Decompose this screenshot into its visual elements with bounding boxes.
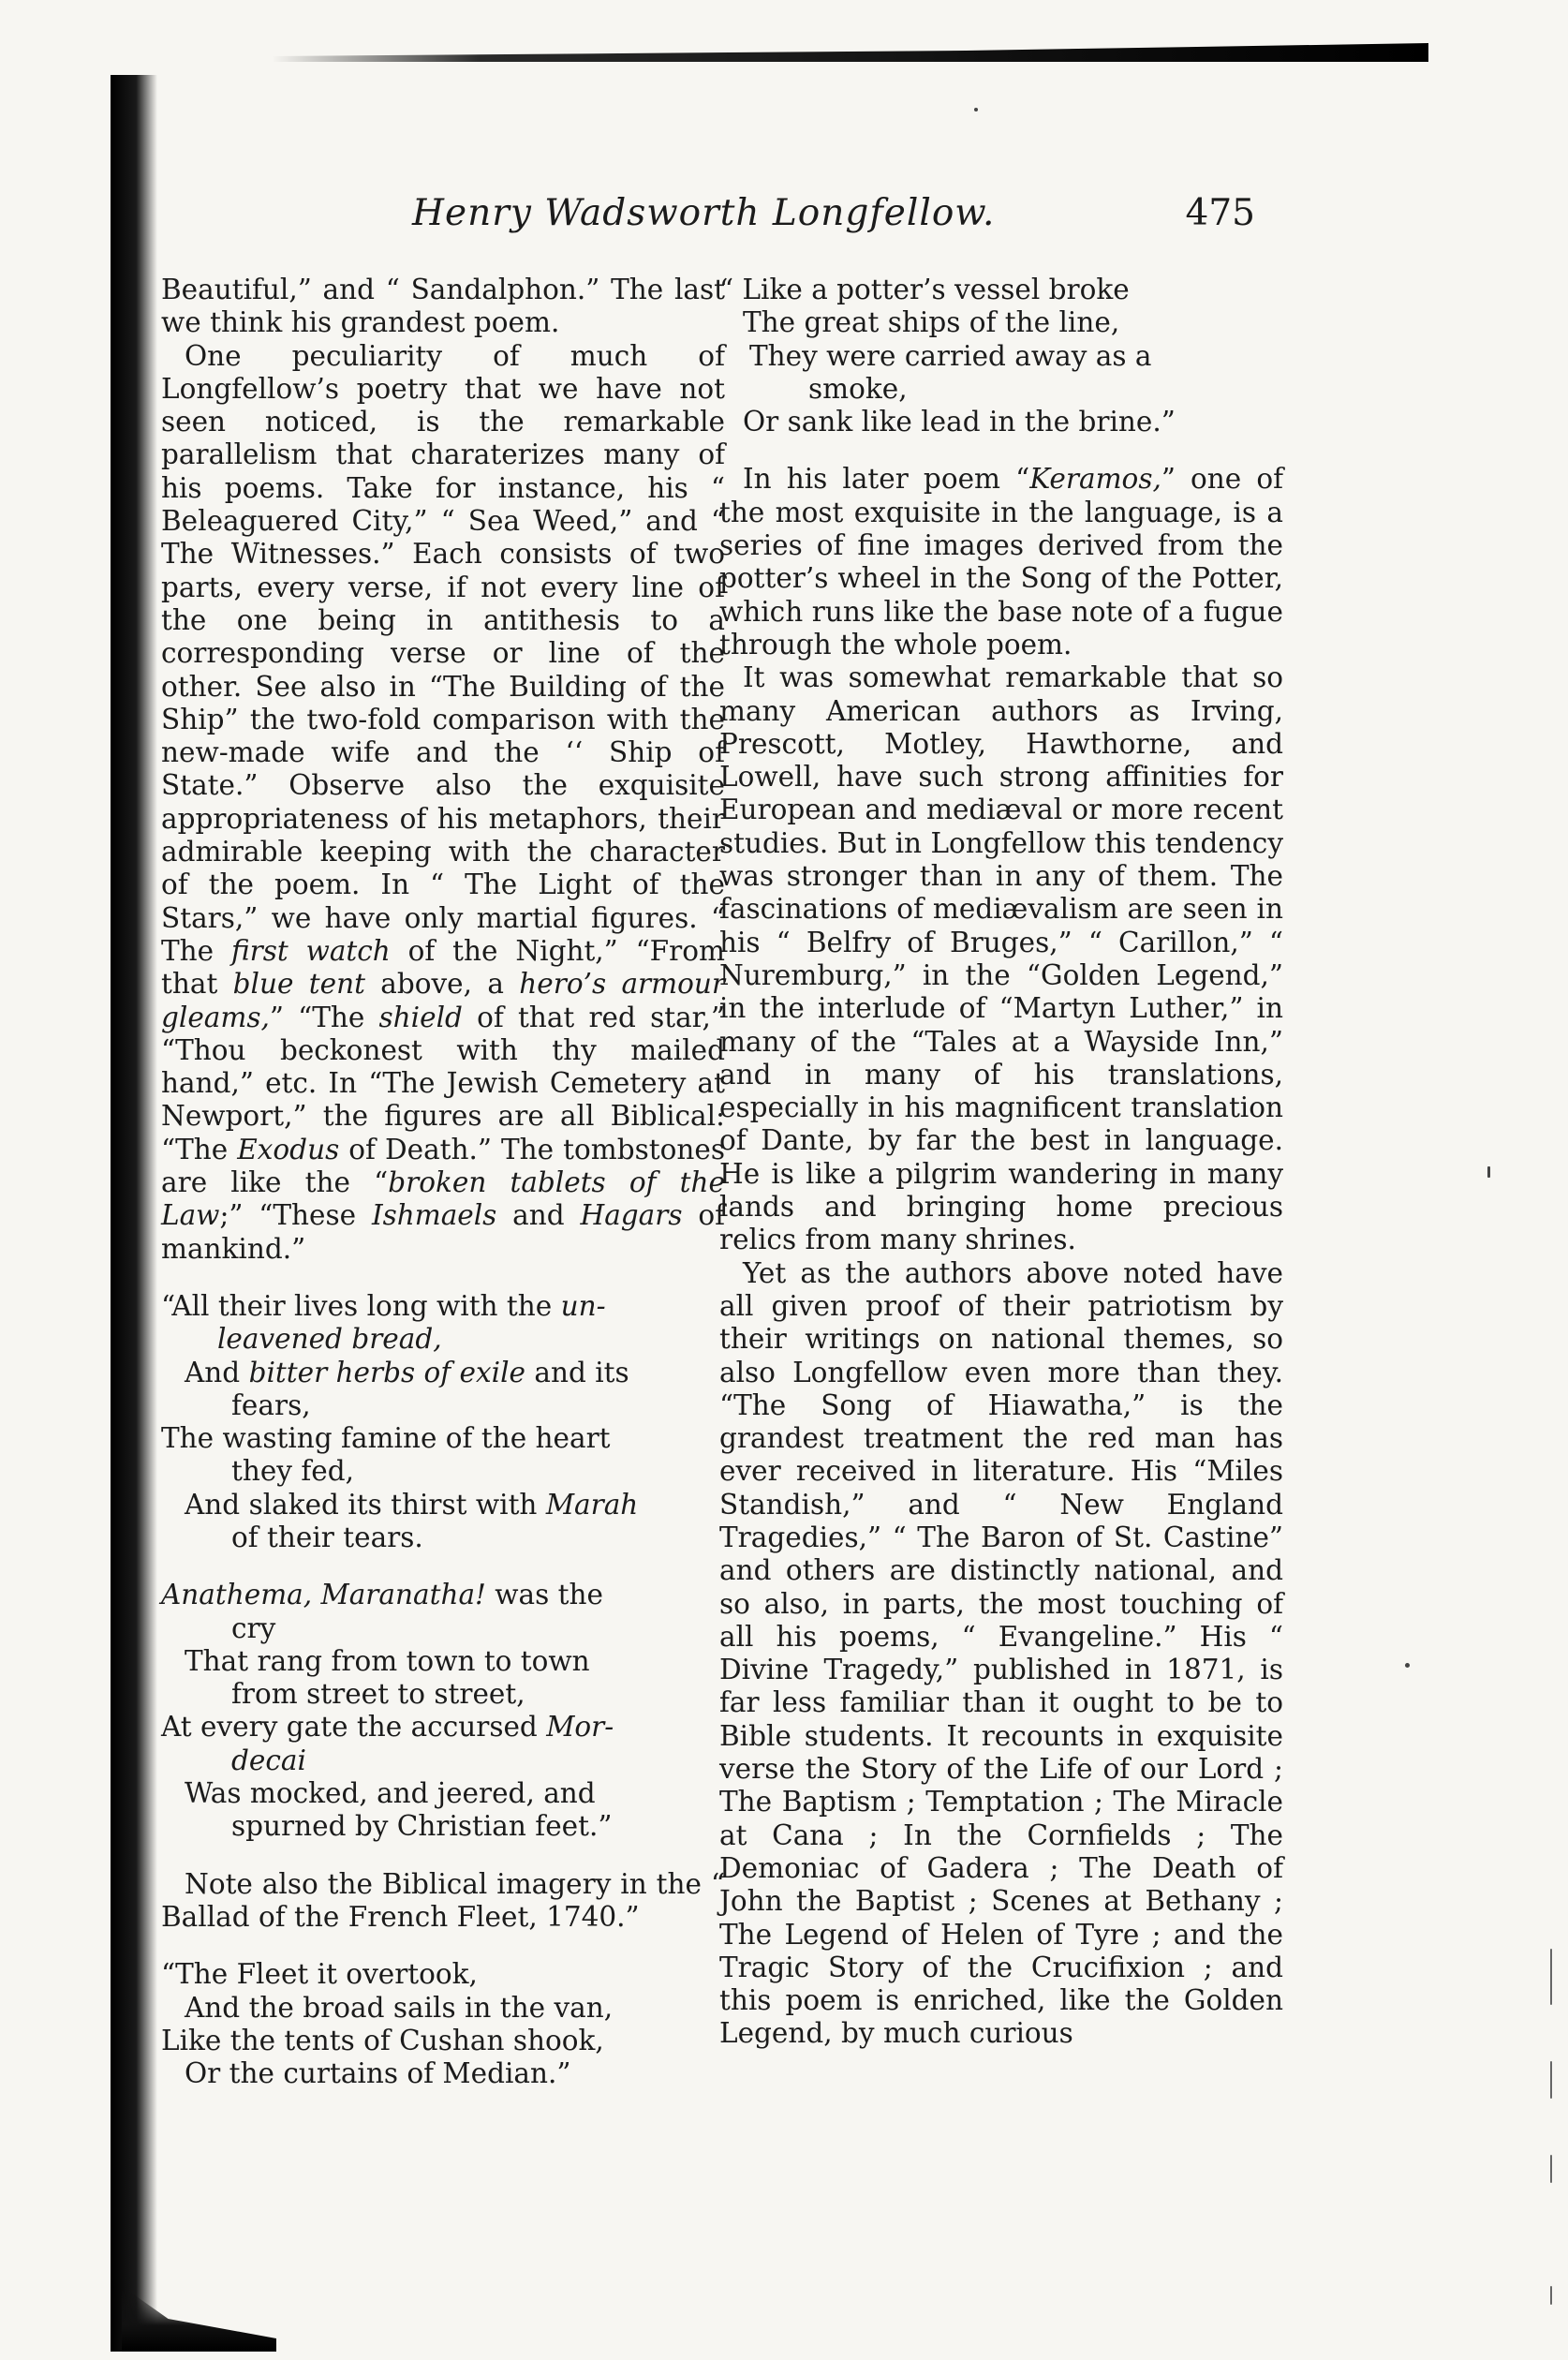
scan-speck	[1487, 1166, 1490, 1178]
paragraph: Beautiful,” and “ Sandalphon.” The last we think his grandest poem.	[161, 274, 725, 339]
book-spine-shadow	[111, 75, 157, 2352]
scan-top-rule	[272, 43, 1428, 62]
paragraph-national-themes: Yet as the authors above noted have all given proof of their patriotism by their writings on national themes, so also Longfellow even more than they. “The Song of Hiawatha,” is the grandest treatment the red man has ever received in literature. His “Miles Standish,” and “ New England Tragedies,” “ The Baron of St. Castine” and others are distinctly national, and so also, in parts, the most touching of all his poems, “ Evangeline.” His “ Divine Tragedy,” published in 1871, is far less familiar than it ought to be to Bible students. It recounts in exquisite verse the Story of the Life of our Lord ; The Baptism ; Temptation ; The Miracle at Cana ; In the Cornfields ; The Demoniac of Gadera ; The Death of John the Baptist ; Scenes at Bethany ; The Legend of Helen of Tyre ; and the Tragic Story of the Crucifixion ; and this poem is enriched, like the Golden Legend, by much curious	[719, 1256, 1283, 2050]
scan-speck	[974, 108, 978, 111]
scan-speck	[1550, 2286, 1552, 2305]
scan-speck	[1550, 2061, 1552, 2099]
paragraph-parallelism: One peculiarity of much of Longfellow’s poetry that we have not seen noticed, is the remarkable parallelism that charaterizes many of his poems. Take for instance, his “ Beleaguered City,” “ Sea Weed,” and “ The Witnesses.” Each consists of two parts, every verse, if not every line of the one being in antithesis to a corresponding verse or line of the other. See also in “The Building of the Ship” the two-fold comparison with the new-made wife and the ‘‘ Ship of State.” Observe also the exquisite appropriateness of his metaphors, their admirable keeping with the character of the poem. In “ The Light of the Stars,” we have only martial figures. “ The first watch of the Night,” “From that blue tent above, a hero’s armour gleams,” “The shield of that red star,” “Thou beckonest with thy mailed hand,” etc. In “The Jewish Cemetery at Newport,” the figures are all Biblical: “The Exodus of Death.” The tombstones are like the “broken tablets of the Law;” “These Ishmaels and Hagars of mankind.”	[161, 339, 726, 1265]
verse-french-fleet-2: “ Like a potter’s vessel broke The great ships of the line, They were carried away as a smoke, Or sank like lead in the brine.”	[719, 274, 1176, 438]
verse-jewish-cemetery-1: “All their lives long with the un- leavened bread, And bitter herbs of exile and its fears, The wasting famine of the heart they fed, And slaked its thirst with Marah of their tears.	[161, 1289, 639, 1553]
scan-speck	[1405, 1663, 1410, 1668]
page-number: 475	[1185, 192, 1255, 234]
verse-jewish-cemetery-2: Anathema, Maranatha! was the cry That rang from town to town from street to street, At every gate the accursed Mor- decai Was mocked, and jeered, and spurned by Christian feet.”	[161, 1579, 614, 1843]
scan-speck	[1550, 2155, 1552, 2183]
right-column	[719, 274, 1283, 2051]
paragraph-french-fleet: Note also the Biblical imagery in the “ Ballad of the French Fleet, 1740.”	[161, 1867, 725, 1933]
verse-french-fleet-1: “The Fleet it overtook, And the broad sails in the van, Like the tents of Cushan shook, Or the curtains of Median.”	[161, 1958, 614, 2090]
paragraph-keramos: In his later poem “Keramos,” one of the most exquisite in the language, is a series of fine images derived from the potter’s wheel in the Song of the Potter, which runs like the base note of a fugue through the whole poem.	[719, 463, 1284, 661]
left-column	[161, 274, 725, 2090]
running-title: Henry Wadsworth Longfellow.	[412, 192, 996, 234]
page-header	[412, 192, 1255, 248]
scan-speck	[1550, 1949, 1552, 2005]
paragraph-medievalism: It was somewhat remarkable that so many American authors as Irving, Prescott, Motley, Hawthorne, and Lowell, have such strong affinities for European and mediæval or more recent studies. But in Longfellow this tendency was stronger than in any of them. The fascinations of mediævalism are seen in his “ Belfry of Bruges,” “ Carillon,” “ Nuremburg,” in the “Golden Legend,” in the interlude of “Martyn Luther,” in many of the “Tales at a Wayside Inn,” and in many of his translations, especially in his magnificent translation of Dante, by far the best in language. He is like a pilgrim wandering in many lands and bringing home precious relics from many shrines.	[719, 661, 1283, 1256]
